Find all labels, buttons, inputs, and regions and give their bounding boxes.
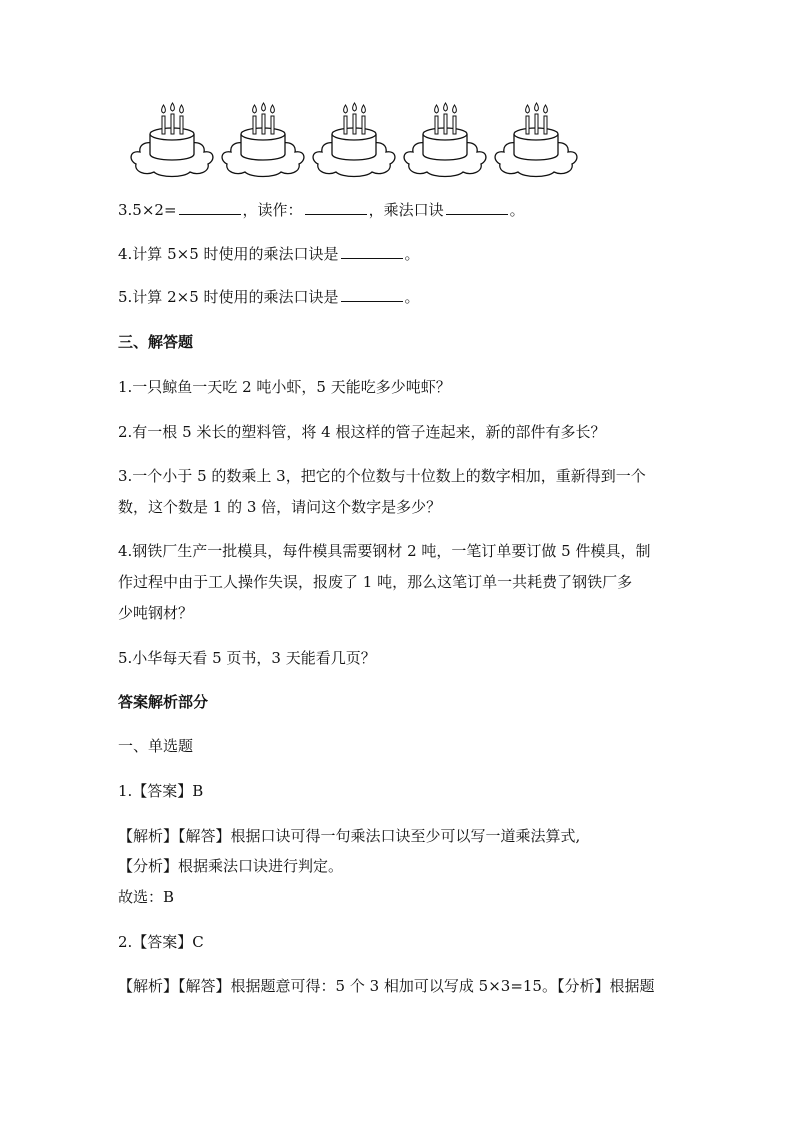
question-text: ，读作： [242,201,303,219]
question-text: 3.5×2= [118,201,177,219]
problem-4-line: 4.钢铁厂生产一批模具，每件模具需要钢材 2 吨，一笔订单要订做 5 件模具，制 [118,542,651,560]
answer-blank[interactable] [446,200,508,215]
answer-blank[interactable] [341,244,403,259]
question-text: 4.计算 5×5 时使用的乘法口诀是 [118,245,339,263]
answer-2: 2.【答案】C [118,933,204,951]
problem-3-line: 3.一个小于 5 的数乘上 3，把它的个位数与十位数上的数字相加，重新得到一个 [118,467,646,485]
problem-4-line: 作过程中由于工人操作失误，报废了 1 吨，那么这笔订单一共耗费了钢铁厂多 [118,573,633,591]
answers-section-title: 一、单选题 [118,737,194,755]
cake-icon [131,103,213,177]
answer-2-analysis: 【解析】【解答】根据题意可得：5 个 3 相加可以写成 5×3=15。【分析】根据题 [118,977,655,995]
problem-5: 5.小华每天看 5 页书，3 天能看几页？ [118,649,376,667]
answer-1-choice: 故选：B [118,888,175,906]
problem-1: 1.一只鲸鱼一天吃 2 吨小虾，5 天能吃多少吨虾？ [118,378,451,396]
question-text: 。 [404,245,420,263]
question-text: ，乘法口诀 [368,201,444,219]
answer-blank[interactable] [305,200,367,215]
cake-icon [313,103,395,177]
question-text: 。 [404,288,420,306]
birthday-cakes-figure [120,100,582,178]
problem-2: 2.有一根 5 米长的塑料管，将 4 根这样的管子连起来，新的部件有多长？ [118,423,606,441]
answer-blank[interactable] [179,200,241,215]
cake-icon [222,103,304,177]
fill-in-question-4 [118,244,420,264]
fill-in-question-3 [118,200,525,220]
cake-icon [495,103,577,177]
question-text: 。 [509,201,525,219]
section-title: 三、解答题 [118,333,194,351]
fill-in-question-5 [118,287,420,307]
answer-1-analysis: 【分析】根据乘法口诀进行判定。 [118,857,344,875]
answers-title: 答案解析部分 [118,693,209,711]
answer-blank[interactable] [341,287,403,302]
cake-icon [404,103,486,177]
answer-1-analysis: 【解析】【解答】根据口诀可得一句乘法口诀至少可以写一道乘法算式, [118,827,581,845]
problem-3-line: 数，这个数是 1 的 3 倍，请问这个数字是多少？ [118,498,442,516]
answer-1: 1.【答案】B [118,782,204,800]
question-text: 5.计算 2×5 时使用的乘法口诀是 [118,288,339,306]
problem-4-line: 少吨钢材？ [118,604,194,622]
